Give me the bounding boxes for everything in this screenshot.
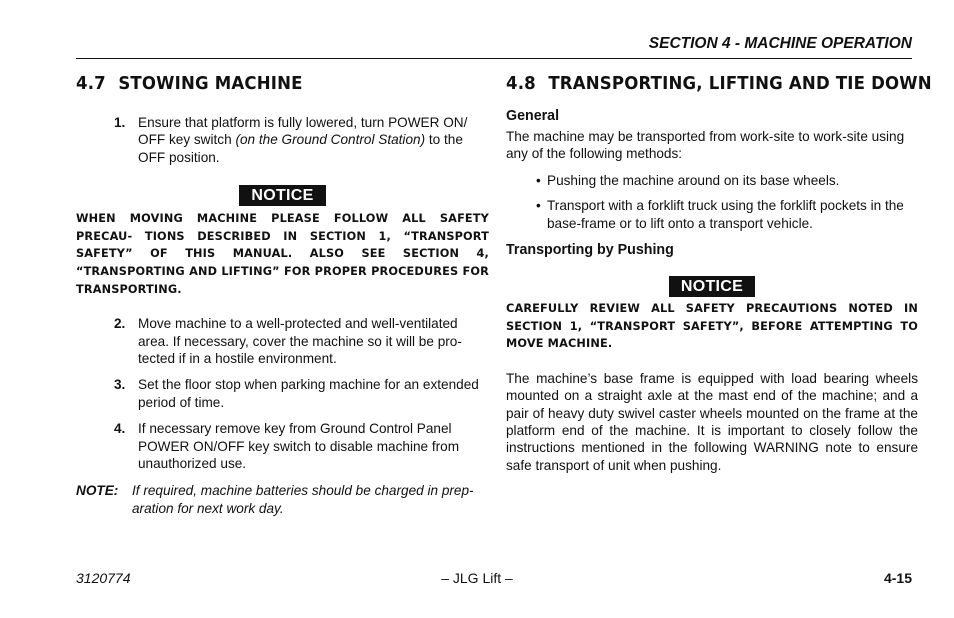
notice-text: CAREFULLY REVIEW ALL SAFETY PRECAUTIONS NOTED IN SECTION 1, “TRANSPORT SAFETY”, BEFORE ATTEMPTING TO MOVE MACHINE. — [506, 302, 918, 351]
step-item — [76, 315, 489, 367]
notice-badge: NOTICE — [239, 185, 325, 206]
left-column — [76, 70, 489, 517]
note-text: If required, machine batteries should be charged in prep- aration for next work day. — [132, 483, 474, 516]
footer-doc-number: 3120774 — [76, 570, 131, 586]
list-item — [506, 172, 918, 189]
step-item — [76, 376, 489, 411]
step-number: 1. — [114, 115, 126, 130]
list-item — [506, 197, 918, 232]
right-column — [506, 70, 932, 474]
step-item — [76, 114, 489, 166]
subheading-pushing: Transporting by Pushing — [506, 241, 674, 259]
step-number: 3. — [114, 377, 126, 393]
list-item-text: Pushing the machine around on its base wheels. — [547, 172, 840, 188]
note — [76, 482, 489, 517]
step-text: Ensure that platform is fully lowered, turn POWER ON/ OFF key switch — [138, 115, 468, 148]
header-rule — [76, 58, 912, 59]
heading-title: TRANSPORTING, LIFTING AND TIE DOWN — [548, 73, 932, 94]
heading-title: STOWING MACHINE — [118, 73, 303, 94]
step-number: 4. — [114, 421, 126, 437]
step-text-italic: (on the Ground Control Station) — [235, 132, 426, 148]
general-paragraph: The machine may be transported from work-site to work-site using any of the following methods: — [506, 129, 905, 162]
step-text: If necessary remove key from Ground Control Panel POWER ON/OFF key switch to disable machine from unauthorized use. — [138, 421, 460, 472]
footer-brand: – JLG Lift – — [441, 570, 513, 586]
notice-badge: NOTICE — [669, 276, 755, 297]
section-heading-stowing — [76, 70, 456, 98]
step-text: Set the floor stop when parking machine for an extended period of time. — [138, 377, 479, 410]
bullet-icon: • — [536, 172, 541, 188]
notice-badge-wrap — [506, 276, 918, 297]
pushing-paragraph: The machine’s base frame is equipped with load bearing wheels mounted on a straight axle at the mast end of the machine; and a pair of heavy duty swivel caster wheels mounted on the frame at the platform end of the machine. It is important to closely follow the instructions mentioned in the following WARNING note to ensure safe transport of unit when pushing. — [506, 370, 918, 473]
section-header: SECTION 4 - MACHINE OPERATION — [648, 35, 912, 52]
step-text: to the OFF position. — [138, 132, 463, 165]
step-number: 2. — [114, 316, 126, 332]
note-label: NOTE: — [76, 483, 119, 499]
list-item-text: Transport with a forklift truck using the forklift pockets in the base-frame or to lift onto a transport vehicle. — [547, 198, 904, 231]
step-text: Move machine to a well-protected and well-ventilated area. If necessary, cover the machine so it will be pro- tected if in a hostile environment. — [138, 316, 462, 366]
notice-badge-wrap — [76, 185, 489, 206]
notice-text: WHEN MOVING MACHINE PLEASE FOLLOW ALL SAFETY PRECAU- TIONS DESCRIBED IN SECTION 1, “TRANSPORT SAFETY” OF THIS MANUAL. ALSO SEE SECTION 4, “TRANSPORTING AND LIFTING” FOR PROPER PROCEDURES FOR TRANSPORTING. — [76, 212, 489, 296]
bullet-icon: • — [536, 198, 541, 214]
heading-number: 4.8 — [506, 73, 536, 94]
subheading-general: General — [506, 107, 560, 124]
step-item — [76, 420, 489, 472]
section-heading-transporting — [506, 70, 932, 98]
footer-page-number: 4-15 — [883, 570, 912, 586]
heading-number: 4.7 — [76, 73, 106, 94]
